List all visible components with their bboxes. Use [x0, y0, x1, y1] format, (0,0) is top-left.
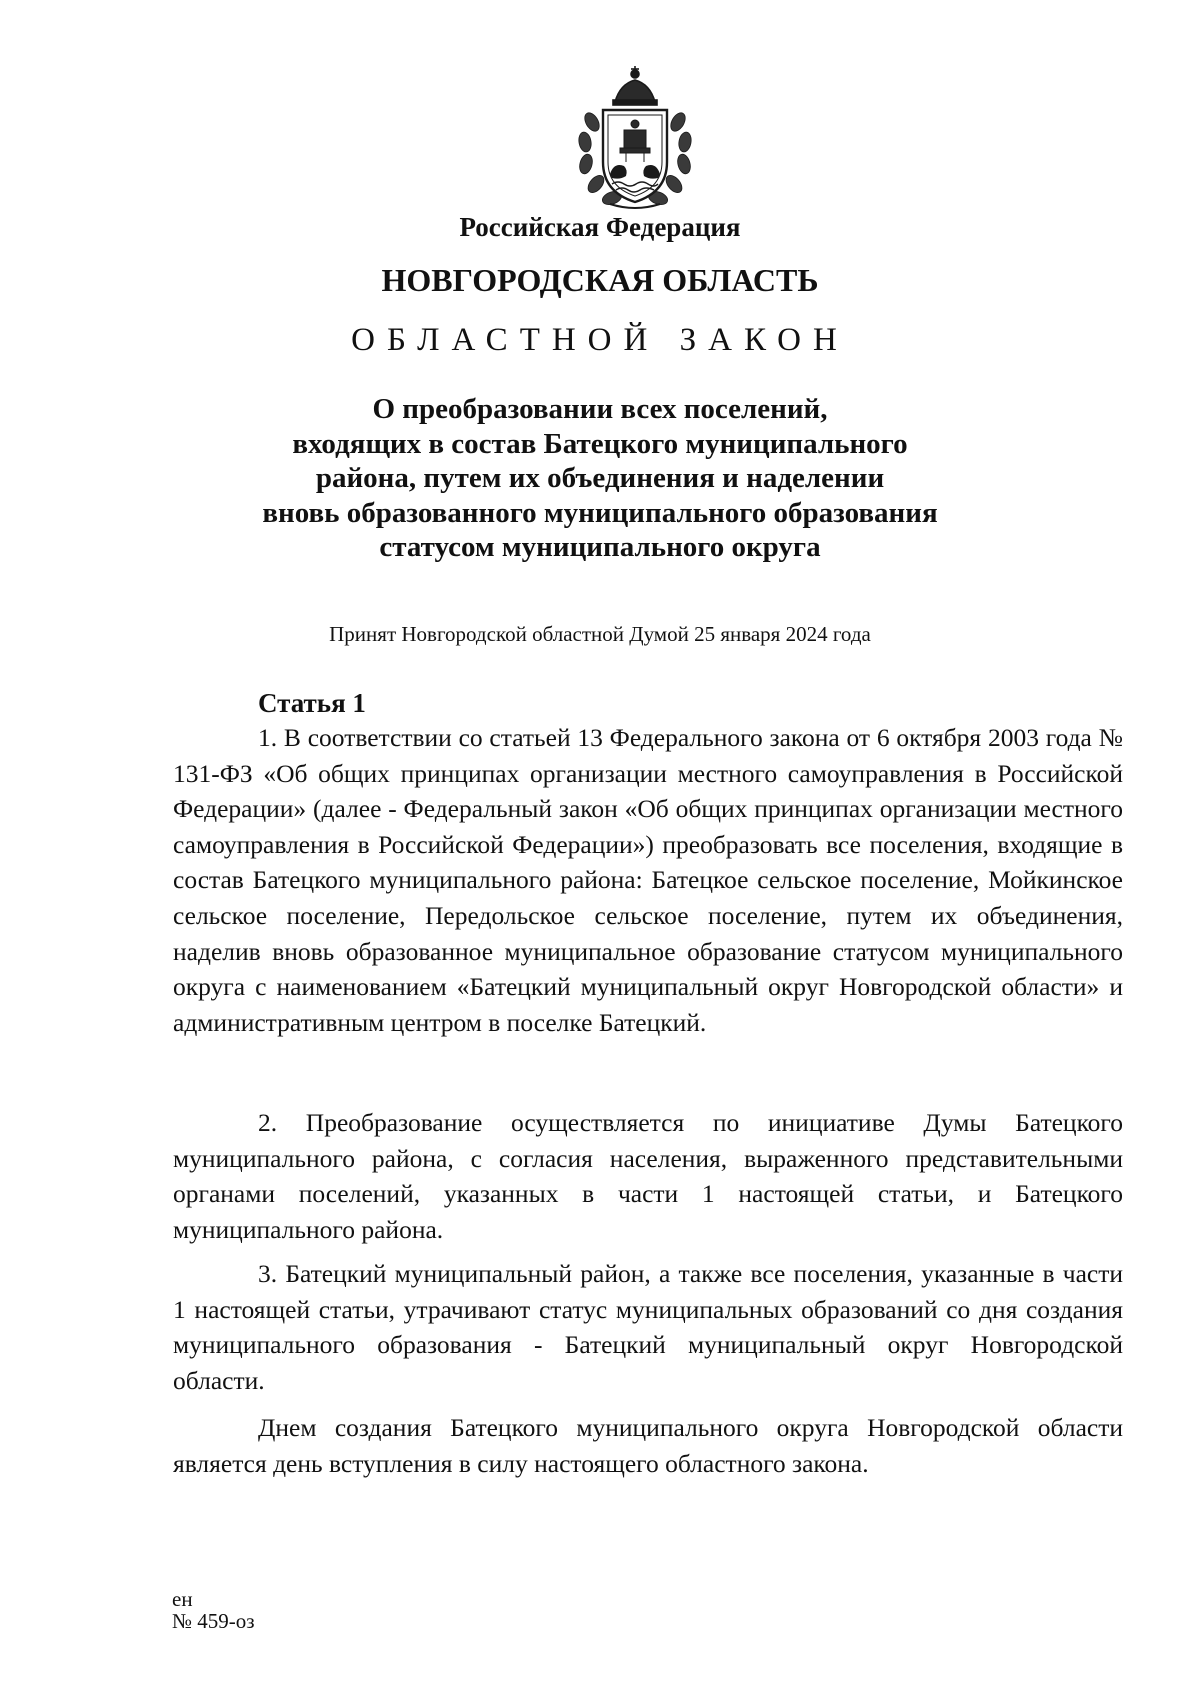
article-heading: Статья 1: [258, 688, 366, 718]
document-type: ОБЛАСТНОЙ ЗАКОН: [351, 322, 849, 358]
footer-reference: [172, 1588, 255, 1632]
article-paragraph: Днем создания Батецкого муниципального округа Новгородской области является день вступления в силу настоящего областного закона.: [173, 1413, 1123, 1478]
article-paragraph: 1. В соответствии со статьей 13 Федерального закона от 6 октября 2003 года № 131-ФЗ «Об общих принципах организации местного самоуправления в Российской Федерации» (далее - Федеральный закон «Об общих принципах организации местного самоуправления в Российской Федерации») преобразовать все поселения, входящие в состав Батецкого муниципального района: Батецкое сельское поселение, Мойкинское сельское поселение, Передольское сельское поселение, путем их объединения, наделив вновь образованное муниципальное образование статусом муниципального округа с наименованием «Батецкий муниципальный округ Новгородской области» и административным центром в поселке Батецкий.: [173, 723, 1123, 1037]
law-title-line: района, путем их объединения и наделении: [315, 462, 885, 494]
article-paragraph: 2. Преобразование осуществляется по инициативе Думы Батецкого муниципального района, с согласия населения, выраженного представительными органами поселений, указанных в части 1 настоящей статьи, и Батецкого муниципального района.: [173, 1108, 1123, 1244]
country-name: Российская Федерация: [459, 212, 741, 242]
coat-of-arms-icon: [570, 62, 700, 212]
law-title-line: входящих в состав Батецкого муниципального: [292, 427, 908, 460]
article-paragraph: 3. Батецкий муниципальный район, а также все поселения, указанные в части 1 настоящей статьи, утрачивают статус муниципальных образований со дня создания муниципального образования - Батецкий муниципальный округ Новгородской области.: [173, 1259, 1123, 1395]
law-title-line: О преобразовании всех поселений,: [372, 393, 828, 425]
adoption-note: Принят Новгородской областной Думой 25 января 2024 года: [329, 622, 871, 646]
footer-initials: ен: [172, 1587, 193, 1611]
footer-number: № 459-оз: [172, 1609, 255, 1633]
law-title: [0, 392, 1200, 565]
region-name: НОВГОРОДСКАЯ ОБЛАСТЬ: [381, 262, 819, 298]
law-title-line: статусом муниципального округа: [379, 531, 821, 563]
law-title-line: вновь образованного муниципального образования: [262, 496, 938, 529]
